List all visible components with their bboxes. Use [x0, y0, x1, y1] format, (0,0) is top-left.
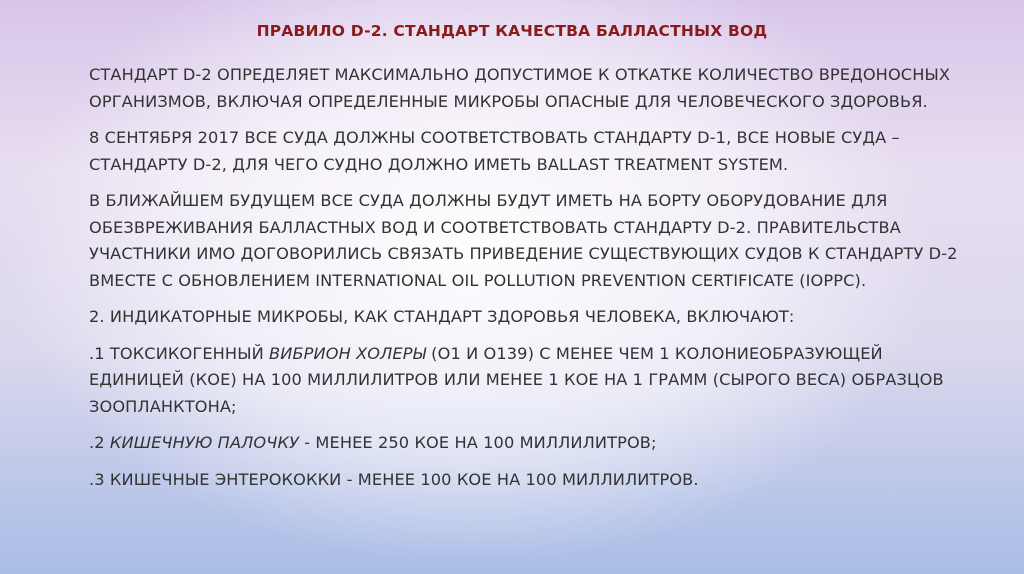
- list-item-cholera: [89, 341, 969, 421]
- item-italic-term: КИШЕЧНУЮ ПАЛОЧКУ: [109, 433, 299, 452]
- paragraph-text: В БЛИЖАЙШЕМ БУДУЩЕМ ВСЕ СУДА ДОЛЖНЫ БУДУТ ИМЕТЬ НА БОРТУ ОБОРУДОВАНИЕ ДЛЯ ОБЕЗВРЕЖИВАНИЯ БАЛЛАСТНЫХ ВОД И СООТВЕТСТВОВАТЬ СТАНДАРТУ D-2. ПРАВИТЕЛЬСТВА УЧАСТНИКИ ИМО ДОГОВОРИЛИСЬ СВЯЗАТЬ ПРИВЕДЕНИЕ СУЩЕСТВУЮЩИХ СУДОВ К СТАНДАРТУ D-2 ВМЕСТЕ С ОБНОВЛЕНИЕМ INTERNATIONAL OIL POLLUTION PREVENTION CERTIFICATE (IOPPC).: [89, 191, 958, 290]
- paragraph-d1-d2-deadline: [89, 125, 969, 178]
- list-item-enterococci: [89, 467, 969, 494]
- paragraph-d2-definition: [89, 62, 969, 115]
- slide-title: ПРАВИЛО D-2. СТАНДАРТ КАЧЕСТВА БАЛЛАСТНЫХ ВОД: [256, 22, 768, 40]
- slide-body: [89, 62, 969, 503]
- paragraph-text: СТАНДАРТ D-2 ОПРЕДЕЛЯЕТ МАКСИМАЛЬНО ДОПУСТИМОЕ К ОТКАТКЕ КОЛИЧЕСТВО ВРЕДОНОСНЫХ ОРГАНИЗМОВ, ВКЛЮЧАЯ ОПРЕДЕЛЕННЫЕ МИКРОБЫ ОПАСНЫЕ ДЛЯ ЧЕЛОВЕЧЕСКОГО ЗДОРОВЬЯ.: [89, 65, 951, 111]
- item-prefix: .1 ТОКСИКОГЕННЫЙ: [89, 343, 270, 363]
- paragraph-text: .3 КИШЕЧНЫЕ ЭНТЕРОКОККИ - МЕНЕЕ 100 КОЕ НА 100 МИЛЛИЛИТРОВ.: [89, 469, 699, 489]
- paragraph-text: 2. ИНДИКАТОРНЫЕ МИКРОБЫ, КАК СТАНДАРТ ЗДОРОВЬЯ ЧЕЛОВЕКА, ВКЛЮЧАЮТ:: [89, 307, 795, 326]
- item-italic-term: ВИБРИОН ХОЛЕРЫ: [269, 343, 426, 363]
- paragraph-future-equipment: [89, 188, 969, 294]
- item-suffix: - МЕНЕЕ 250 КОЕ НА 100 МИЛЛИЛИТРОВ;: [299, 433, 657, 452]
- paragraph-text: 8 СЕНТЯБРЯ 2017 ВСЕ СУДА ДОЛЖНЫ СООТВЕТСТВОВАТЬ СТАНДАРТУ D-1, ВСЕ НОВЫЕ СУДА – СТАНДАРТУ D-2, ДЛЯ ЧЕГО СУДНО ДОЛЖНО ИМЕТЬ BALLAST TREATMENT SYSTEM.: [89, 128, 900, 174]
- item-prefix: .2: [89, 433, 110, 452]
- item-suffix: (O1 И O139) С МЕНЕЕ ЧЕМ 1 КОЛОНИЕОБРАЗУЮЩЕЙ ЕДИНИЦЕЙ (КОЕ) НА 100 МИЛЛИЛИТРОВ ИЛИ МЕНЕЕ 1 КОЕ НА 1 ГРАММ (СЫРОГО ВЕСА) ОБРАЗЦОВ ЗООПЛАНКТОНА;: [89, 343, 944, 416]
- list-item-ecoli: [89, 430, 969, 457]
- paragraph-indicator-microbes: [89, 304, 969, 331]
